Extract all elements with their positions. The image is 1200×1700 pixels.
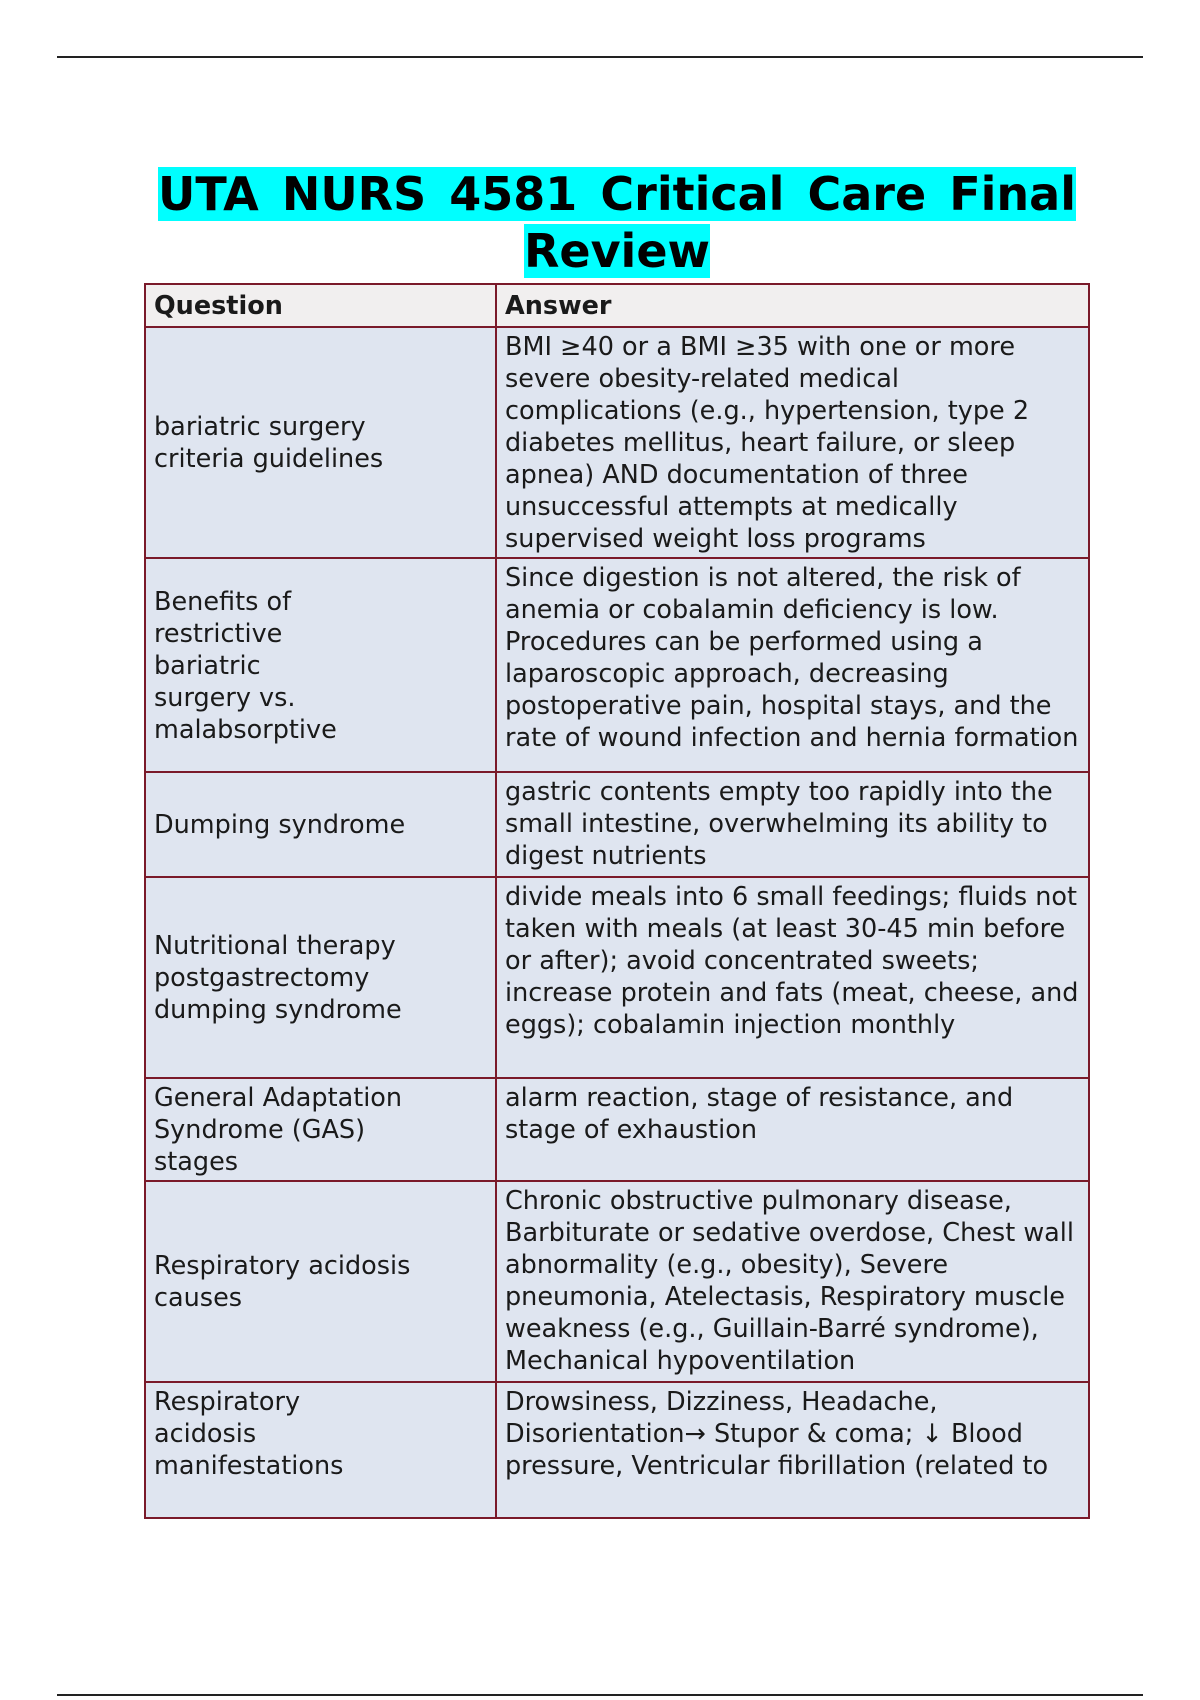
question-cell: Respiratory acidosis manifestations xyxy=(145,1382,496,1518)
answer-cell: BMI ≥40 or a BMI ≥35 with one or more severe obesity-related medical complications (e.g., hypertension, type 2 diabetes mellitus, heart failure, or sleep apnea) AND documentation of three unsuccessful attempts at medically supervised weight loss programs xyxy=(496,327,1089,558)
answer-cell: Since digestion is not altered, the risk of anemia or cobalamin deficiency is low. Procedures can be performed using a laparoscopic approach, decreasing postoperative pain, hospital stays, and the rate of wound infection and hernia formation xyxy=(496,558,1089,772)
table-row xyxy=(145,558,1089,772)
title-highlight: UTA NURS 4581 Critical Care Final Review xyxy=(158,167,1076,278)
table-row xyxy=(145,877,1089,1078)
answer-cell: divide meals into 6 small feedings; fluids not taken with meals (at least 30-45 min before or after); avoid concentrated sweets; increase protein and fats (meat, cheese, and eggs); cobalamin injection monthly xyxy=(496,877,1089,1078)
question-cell: Dumping syndrome xyxy=(145,772,496,877)
footer-rule xyxy=(57,1694,1143,1696)
answer-cell: Drowsiness, Dizziness, Headache, Disorientation→ Stupor & coma; ↓ Blood pressure, Ventricular fibrillation (related to xyxy=(496,1382,1089,1518)
question-cell: Respiratory acidosis causes xyxy=(145,1181,496,1382)
question-cell: bariatric surgery criteria guidelines xyxy=(145,327,496,558)
table-row xyxy=(145,1078,1089,1181)
question-cell: General Adaptation Syndrome (GAS) stages xyxy=(145,1078,496,1181)
answer-column-header: Answer xyxy=(496,284,1089,327)
answer-cell: gastric contents empty too rapidly into the small intestine, overwhelming its ability to digest nutrients xyxy=(496,772,1089,877)
table-row xyxy=(145,1382,1089,1518)
answer-cell: Chronic obstructive pulmonary disease, Barbiturate or sedative overdose, Chest wall abnormality (e.g., obesity), Severe pneumonia, Atelectasis, Respiratory muscle weakness (e.g., Guillain-Barré syndrome), Mechanical hypoventilation xyxy=(496,1181,1089,1382)
qa-table xyxy=(144,283,1090,1519)
table-row xyxy=(145,327,1089,558)
question-cell: Nutritional therapy postgastrectomy dumping syndrome xyxy=(145,877,496,1078)
table-header-row xyxy=(145,284,1089,327)
question-cell: Benefits of restrictive bariatric surgery vs. malabsorptive xyxy=(145,558,496,772)
header-rule xyxy=(57,56,1143,58)
answer-cell: alarm reaction, stage of resistance, and stage of exhaustion xyxy=(496,1078,1089,1181)
question-column-header: Question xyxy=(145,284,496,327)
table-row xyxy=(145,772,1089,877)
table-row xyxy=(145,1181,1089,1382)
document-title xyxy=(158,166,1076,280)
